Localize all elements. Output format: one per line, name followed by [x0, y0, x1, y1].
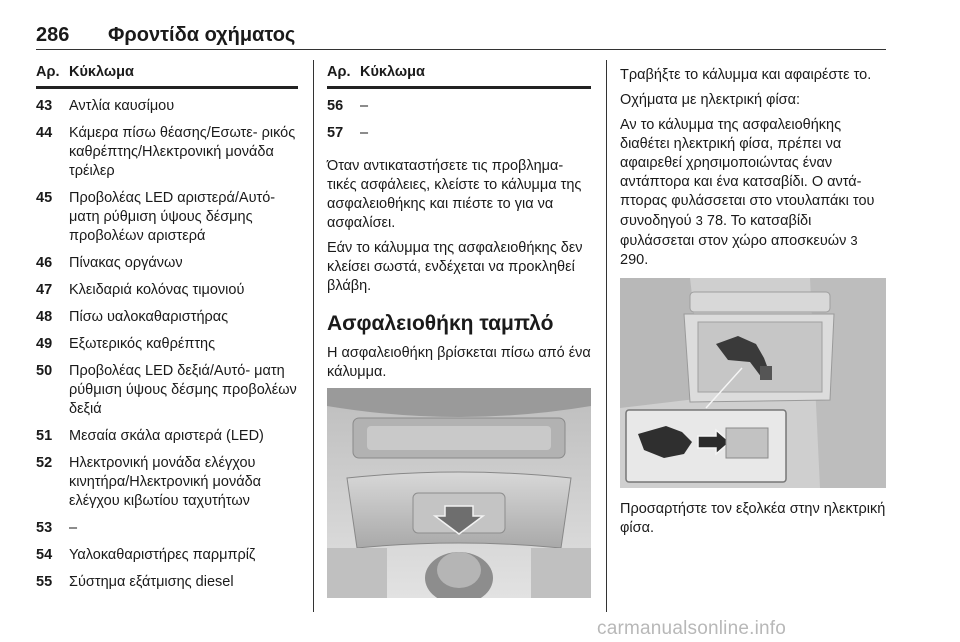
table-header-nr: Αρ. [327, 64, 351, 80]
column-divider-2 [606, 60, 607, 612]
fuse-row [36, 189, 298, 246]
fuse-number: 49 [36, 336, 53, 352]
table-header-rule [327, 86, 591, 89]
paragraph-vehicles-with-plug: Οχήματα με ηλεκτρική φίσα: [620, 92, 801, 108]
page-reference-link[interactable]: 78 [706, 213, 724, 229]
fuse-table-header [327, 60, 591, 82]
fuse-row [36, 308, 298, 327]
watermark-brand: carmanualsonline.info [597, 618, 787, 639]
fuse-table-header [36, 60, 298, 82]
figure-instrument-panel-cover [327, 388, 591, 598]
table-header-circuit: Κύκλωμα [69, 64, 134, 80]
fuse-circuit: Υαλοκαθαριστήρες παρμπρίζ [69, 547, 256, 563]
fuse-circuit: Προβολέας LED αριστερά/Αυτό- ματη ρύθμιση ύψους δέσμης προβολέων αριστερά [69, 190, 276, 244]
fuse-row [36, 546, 298, 565]
fuse-circuit: Αντλία καυσίμου [69, 98, 175, 114]
table-header-nr: Αρ. [36, 64, 60, 80]
column-right [620, 60, 886, 544]
section-title: Ασφαλειοθήκη ταμπλό [327, 312, 554, 335]
paragraph-replace-fuses: Όταν αντικαταστήσετε τις προβλημα- τικές ασφάλειες, κλείστε το κάλυμμα της ασφαλειοθήκης και πιέστε το για να ασφαλίσει. [327, 158, 582, 231]
paragraph-adapter-instructions: Αν το κάλυμμα της ασφαλειοθήκης διαθέτει ηλεκτρική φίσα, πρέπει να αφαιρεθεί χρησιμοποιώντας έναν αντάπτορα και ένα κατσαβίδι. Ο αντά- πτορας φυλάσσεται στο ντουλαπάκι του συνοδηγού 3 78. Το κατσαβίδι φυλάσσεται στον χώρο αποσκευών 3 290. [620, 117, 875, 268]
fuse-row [36, 335, 298, 354]
fuse-table-rows [327, 97, 591, 143]
fuse-row [36, 454, 298, 511]
fuse-number: 52 [36, 455, 53, 471]
fuse-circuit: Κάμερα πίσω θέασης/Εσωτε- ρικός καθρέπτης/Ηλεκτρονική μονάδα τρέιλερ [69, 125, 296, 179]
page-reference-link[interactable]: 290 [620, 252, 645, 268]
paragraph-cover-warning: Εάν το κάλυμμα της ασφαλειοθήκης δεν κλείσει σωστά, ενδέχεται να προκληθεί βλάβη. [327, 240, 583, 294]
column-divider-1 [313, 60, 314, 612]
fuse-number: 56 [327, 98, 344, 114]
fuse-row [36, 362, 298, 419]
fuse-row [327, 97, 591, 116]
fuse-number: 55 [36, 574, 53, 590]
fuse-circuit: Σύστημα εξάτμισης diesel [69, 574, 234, 590]
fuse-row [36, 281, 298, 300]
paragraph-attach-extractor: Προσαρτήστε τον εξολκέα στην ηλεκτρική φίσα. [620, 501, 886, 536]
fuse-circuit: Εξωτερικός καθρέπτης [69, 336, 216, 352]
fuse-row [36, 427, 298, 446]
fuse-number: 47 [36, 282, 53, 298]
fuse-table-rows [36, 97, 298, 592]
table-header-circuit: Κύκλωμα [360, 64, 425, 80]
fuse-number: 50 [36, 363, 53, 379]
page-number: 286 [36, 24, 70, 46]
fuse-row [327, 124, 591, 143]
paragraph-fuse-box-location: Η ασφαλειοθήκη βρίσκεται πίσω από ένα κάλυμμα. [327, 345, 591, 380]
fuse-number: 44 [36, 125, 53, 141]
page-reference-icon: 3 [695, 213, 703, 228]
fuse-circuit: Μεσαία σκάλα αριστερά (LED) [69, 428, 264, 444]
figure-extractor-attach [620, 278, 886, 488]
table-header-rule [36, 86, 298, 89]
fuse-row [36, 573, 298, 592]
fuse-row [36, 254, 298, 273]
fuse-circuit: Πίνακας οργάνων [69, 255, 183, 271]
fuse-number: 43 [36, 98, 53, 114]
fuse-circuit: – [360, 98, 369, 114]
column-left [36, 60, 298, 600]
fuse-row [36, 124, 298, 181]
fuse-circuit: Προβολέας LED δεξιά/Αυτό- ματη ρύθμιση ύψους δέσμης προβολέων δεξιά [69, 363, 297, 417]
fuse-row [36, 519, 298, 538]
fuse-number: 53 [36, 520, 53, 536]
fuse-number: 45 [36, 190, 53, 206]
fuse-circuit: – [69, 520, 78, 536]
fuse-circuit: Ηλεκτρονική μονάδα ελέγχου κινητήρα/Ηλεκτρονική μονάδα ελέγχου κιβωτίου ταχυτήτων [69, 455, 262, 509]
fuse-number: 46 [36, 255, 53, 271]
fuse-row [36, 97, 298, 116]
fuse-number: 48 [36, 309, 53, 325]
column-middle [327, 60, 591, 598]
fuse-circuit: Πίσω υαλοκαθαριστήρας [69, 309, 229, 325]
fuse-number: 57 [327, 125, 344, 141]
page-header [36, 22, 886, 56]
fuse-number: 54 [36, 547, 53, 563]
header-divider [36, 49, 886, 50]
page-reference-icon: 3 [850, 233, 858, 248]
fuse-circuit: Κλειδαριά κολόνας τιμονιού [69, 282, 245, 298]
paragraph-pull-cover: Τραβήξτε το κάλυμμα και αφαιρέστε το. [620, 67, 872, 83]
fuse-number: 51 [36, 428, 53, 444]
page-title: Φροντίδα οχήματος [108, 24, 296, 46]
fuse-circuit: – [360, 125, 369, 141]
